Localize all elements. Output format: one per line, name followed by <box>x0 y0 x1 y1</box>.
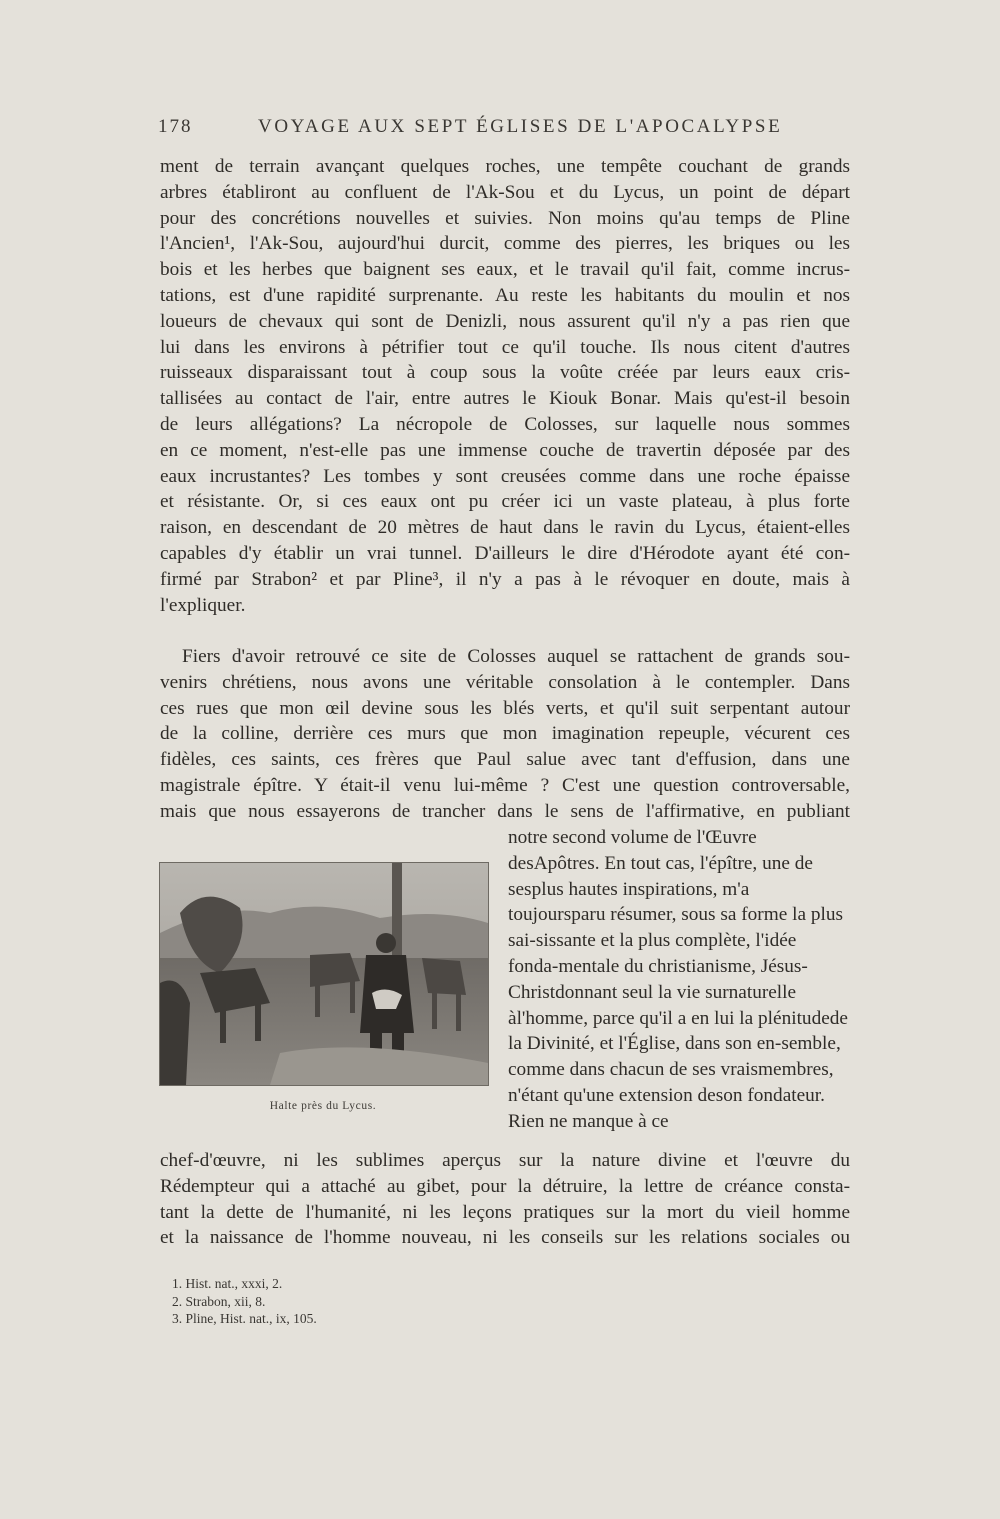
text-line: son fondateur. Rien ne manque à ce <box>508 1084 825 1132</box>
figure-caption: Halte près du Lycus. <box>269 1100 377 1112</box>
text-line: tallisées au contact de l'air, entre autres le Kiouk Bonar. Mais qu'est-il besoin <box>160 388 850 410</box>
text-line: ces rues que mon œil devine sous les blés verts, et qu'il suit serpentant autour <box>160 697 850 719</box>
text-line: l'expliquer. <box>160 594 246 616</box>
running-header <box>158 116 848 146</box>
text-line: chef-d'œuvre, ni les sublimes aperçus sur la nature divine et l'œuvre du <box>160 1150 850 1171</box>
text-line: de la Divinité, et l'Église, dans son en- <box>508 1007 848 1055</box>
text-line: paru résumer, sous sa forme la plus sai- <box>508 904 843 952</box>
text-line: tant la dette de l'humanité, ni les leçons pratiques sur la mort du vieil homme <box>160 1201 850 1223</box>
text-line: ment de terrain avançant quelques roches, une tempête couchant de grands <box>160 156 850 177</box>
text-line: membres, n'étant qu'une extension de <box>508 1059 834 1106</box>
text-line: notre second volume de l'Œuvre des <box>508 827 757 874</box>
text-line: capables d'y établir un vrai tunnel. D'ailleurs le dire d'Hérodote ayant été con- <box>160 542 850 564</box>
text-line: loueurs de chevaux qui sont de Denizli, nous assurent qu'il n'y a pas rien que <box>160 310 850 332</box>
text-line: ruisseaux disparaissant tout à coup sous la voûte créée par leurs eaux cris- <box>160 362 850 384</box>
text-line: venirs chrétiens, nous avons une véritable consolation à le contempler. Dans <box>160 671 850 693</box>
text-line: eaux incrustantes? Les tombes y sont creusées comme dans une roche épaisse <box>160 465 850 487</box>
text-line: donnant seul la vie surnaturelle à <box>508 981 797 1029</box>
text-line: bois et les herbes que baignent ses eaux, et le travail qu'il fait, comme incrus- <box>160 259 850 281</box>
running-title: VOYAGE AUX SEPT ÉGLISES DE L'APOCALYPSE <box>258 116 783 137</box>
text-line: pour des concrétions nouvelles et suivies. Non moins qu'au temps de Pline <box>160 207 850 229</box>
text-line: Fiers d'avoir retrouvé ce site de Colosses auquel se rattachent de grands sou- <box>182 646 850 667</box>
footnotes <box>172 1275 572 1328</box>
body-text-beside-figure <box>508 825 850 1135</box>
text-line: tations, est d'une rapidité surprenante. Au reste les habitants du moulin et nos <box>160 284 850 306</box>
body-text-bottom <box>160 1148 850 1251</box>
footnote-item: 2. Strabon, xii, 8. <box>172 1293 266 1309</box>
text-line: de la colline, derrière ces murs que mon imagination repeuple, vécurent ces <box>160 723 850 745</box>
text-line: fidèles, ces saints, ces frères que Paul salue avec tant d'effusion, dans une <box>160 749 850 771</box>
text-line: plus hautes inspirations, m'a toujours <box>508 878 750 926</box>
text-line: semble, comme dans chacun de ses vrais <box>508 1033 841 1081</box>
text-line: l'Ancien¹, l'Ak-Sou, aujourd'hui durcit, comme des pierres, les briques ou les <box>160 233 850 255</box>
text-line: mais que nous essayerons de trancher dans le sens de l'affirmative, en publiant <box>160 800 850 822</box>
text-line: l'homme, parce qu'il a en lui la plénitude <box>516 1007 830 1029</box>
body-text-top <box>160 154 850 618</box>
text-line: firmé par Strabon² et par Pline³, il n'y a pas à le révoquer en doute, mais à <box>160 568 850 590</box>
text-line: magistrale épître. Y était-il venu lui-même ? C'est une question controversable, <box>160 774 850 796</box>
text-line: de leurs allégations? La nécropole de Colosses, sur laquelle nous sommes <box>160 413 850 435</box>
footnote-item: 3. Pline, Hist. nat., ix, 105. <box>172 1311 317 1326</box>
page-number: 178 <box>158 116 193 137</box>
text-line: et résistante. Or, si ces eaux ont pu créer ici un vaste plateau, à plus forte <box>160 491 850 513</box>
text-line: raison, en descendant de 20 mètres de haut dans le ravin du Lycus, étaient-elles <box>160 517 850 539</box>
photo-halte-pres-du-lycus <box>159 862 489 1086</box>
text-line: sissante et la plus complète, l'idée fonda- <box>508 930 797 977</box>
text-line: Apôtres. En tout cas, l'épître, une de ses <box>508 852 813 900</box>
text-line: arbres établiront au confluent de l'Ak-Sou et du Lycus, un point de départ <box>160 181 850 203</box>
footnote-item: 1. Hist. nat., xxxi, 2. <box>172 1276 283 1291</box>
photo-illustration <box>160 863 488 1085</box>
text-line: Rédempteur qui a attaché au gibet, pour la détruire, la lettre de créance consta- <box>160 1175 850 1197</box>
text-line: mentale du christianisme, Jésus-Christ <box>508 955 808 1003</box>
text-line: et la naissance de l'homme nouveau, ni les conseils sur les relations sociales ou <box>160 1227 850 1249</box>
body-text-second-paragraph <box>160 644 850 825</box>
text-line: en ce moment, n'est-elle pas une immense couche de travertin déposée par des <box>160 439 850 461</box>
text-line: lui dans les environs à pétrifier tout ce qu'il touche. Ils nous citent d'autres <box>160 336 850 358</box>
